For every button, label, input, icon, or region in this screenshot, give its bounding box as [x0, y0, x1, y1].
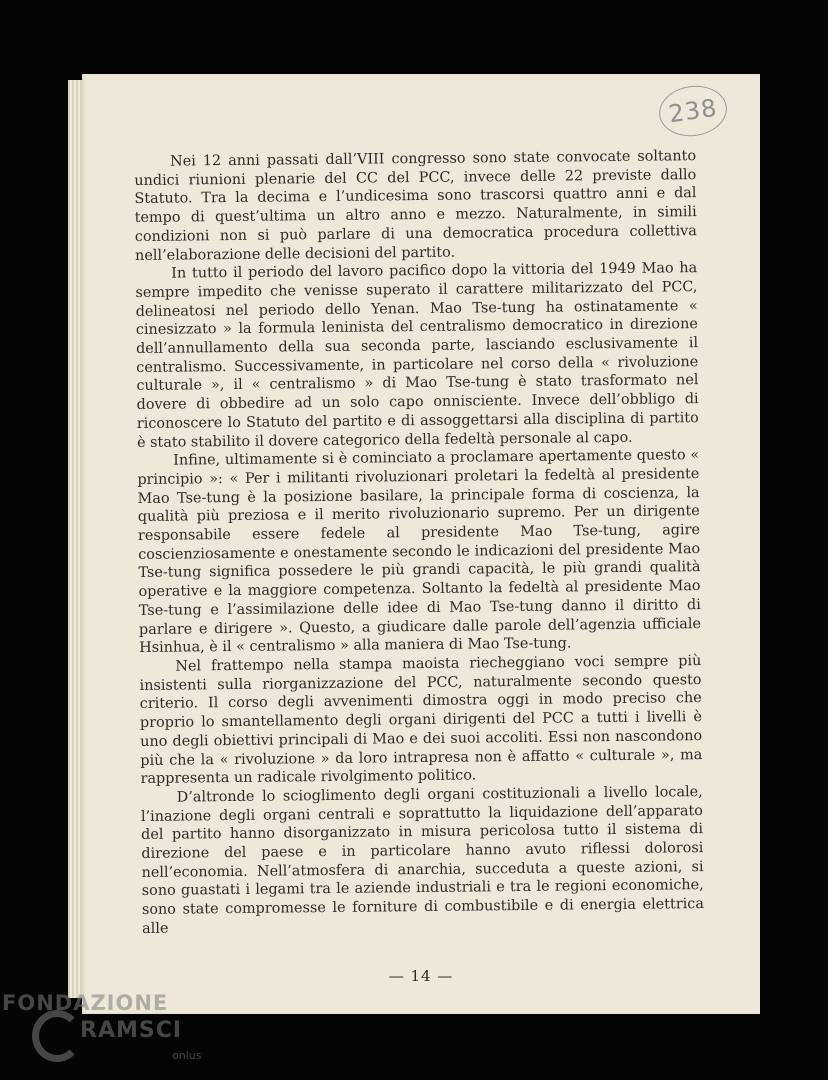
- paragraph: D’altronde lo scioglimento degli organi costituzionali a livello locale, l’inazione degli organi centrali e soprattutto la liquidazione dell’apparato del partito hanno disorganizzato in misura pericolosa tutto il sistema di direzione del paese e in particolare hanno avuto riflessi dolorosi nell’economia. Nell’atmosfera di anarchia, succeduta a queste azioni, si sono guastati i legami tra le aziende industriali e tra le regioni economiche, sono state compromesse le forniture di combustibile e di energia elettrica alle: [140, 783, 704, 937]
- paragraph: Nel frattempo nella stampa maoista riecheggiano voci sempre più insistenti sulla riorganizzazione del PCC, naturalmente secondo questo criterio. Il corso degli avvenimenti dimostra oggi in modo preciso che proprio lo smantellamento degli organi dirigenti del PCC a tutti i livelli è uno degli obiettivi principali di Mao e dei suoi accoliti. Essi non nascondono più che la « rivoluzione » da loro intrapresa non è affatto « culturale », ma rappresenta un radicale rivolgimento politico.: [139, 653, 703, 788]
- page-number: — 14 —: [388, 967, 454, 985]
- body-text: [134, 147, 704, 938]
- document-page: [82, 74, 760, 1014]
- watermark-line-gramsci: RAMSCI: [80, 1018, 183, 1043]
- paragraph: Nei 12 anni passati dall’VIII congresso sono state convocate soltanto undici riunioni plenarie del CC del PCC, invece delle 22 previste dallo Statuto. Tra la decima e l’undicesima sono trascorsi quattro anni e dal tempo di quest’ultima un altro anno e mezzo. Naturalmente, in simili condizioni non si può parlare di una democratica procedura collettiva nell’elaborazione delle decisioni del partito.: [134, 148, 697, 264]
- archive-number-stamp: 238: [656, 82, 730, 141]
- watermark-line-fondazione: FONDAZIONE: [2, 991, 169, 1015]
- watermark-g-icon: [32, 1010, 82, 1062]
- paragraph: In tutto il periodo del lavoro pacifico dopo la vittoria del 1949 Mao ha sempre impedito che venisse superato il carattere militarizzato del PCC, delineatosi nel periodo dello Yenan. Mao Tse-tung ha ostinatamente « cinesizzato » la formula leninista del centralismo democratico in direzione dell’annullamento della sua seconda parte, lasciando esclusivamente il centralismo. Successivamente, in particolare nel corso della « rivoluzione culturale », il « centralismo » di Mao Tse-tung è stato trasformato nel dovere di obbedire ad un solo capo onnisciente. Invece dell’obbligo di riconoscere lo Statuto del partito e di assoggettarsi alla disciplina di partito è stato stabilito il dovere categorico della fedeltà personale al capo.: [135, 260, 699, 451]
- paragraph: Infine, ultimamente si è cominciato a proclamare apertamente questo « principio »: « Per i militanti rivoluzionari proletari la fedeltà al presidente Mao Tse-tung è la posizione basilare, la principale forma di coscienza, la qualità più preziosa e il merito rivoluzionario supremo. Per un dirigente responsabile essere fedele al presidente Mao Tse-tung, agire coscienziosamente e onestamente secondo le indicazioni del presidente Mao Tse-tung significa possedere le più grandi capacità, le più grandi qualità operative e la maggiore competenza. Soltanto la fedeltà al presidente Mao Tse-tung e l’assimilazione delle idee di Mao Tse-tung danno il diritto di parlare e dirigere ». Questo, a giudicare dalle parole dell’agenzia ufficiale Hsinhua, è il « centralismo » alla maniera di Mao Tse-tung.: [137, 447, 702, 657]
- watermark-logo: [2, 988, 222, 1078]
- watermark-line-onlus: onlus: [172, 1049, 202, 1062]
